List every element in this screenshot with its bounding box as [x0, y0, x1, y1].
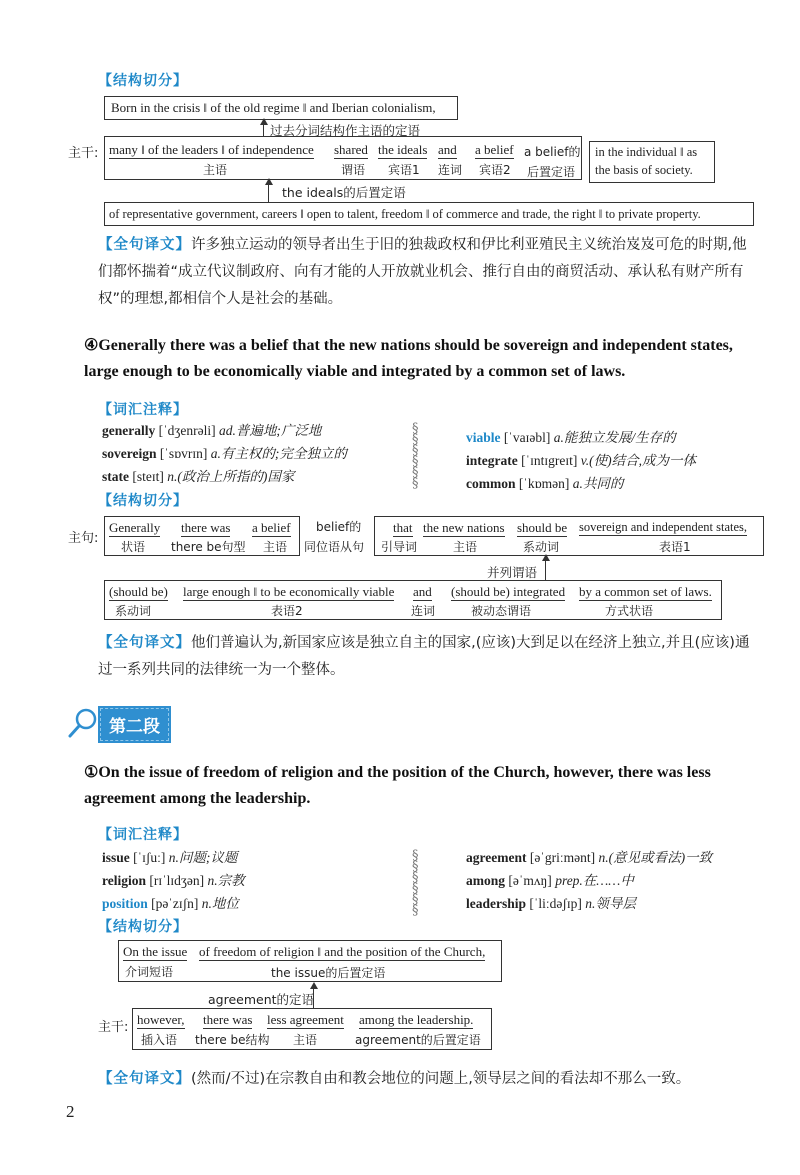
structure-segment: Generally [109, 520, 161, 535]
structure-segment: there was [203, 1012, 253, 1027]
structure-segment: large enough ‖ to be economically viable [183, 584, 395, 599]
structure-segment: the ideals [378, 142, 428, 157]
arrow-head-icon [260, 118, 268, 125]
sentence: ①On the issue of freedom of religion and the position of the Church, however, there was less agreement among the leadership. [84, 764, 711, 807]
section-title: 第二段 [100, 708, 169, 741]
structure-segment: (should be) [109, 584, 168, 599]
arrow-connector [263, 120, 264, 136]
structure-box-bottom [104, 202, 754, 226]
structure-text: of representative government, careers ‖ open to talent, freedom ‖ of commerce and trade, the right ‖ to private property. [109, 207, 701, 221]
structure-role: 被动态谓语 [471, 604, 532, 618]
vocab-item: common [ˈkɒmən] a.共同的 [466, 476, 624, 491]
vocab-list-left [102, 846, 245, 915]
structure-role: 表语1 [659, 540, 691, 554]
structure-role: there be句型 [171, 540, 246, 554]
page-number: 2 [66, 1102, 75, 1121]
struct-tag: 【结构切分】 [98, 919, 188, 935]
structure-role: the issue的后置定语 [271, 966, 386, 980]
divider-icon: § § § § § § [412, 421, 419, 491]
translation-tag: 【全句译文】 [98, 635, 191, 651]
vocab-item: generally [ˈdʒenrəli] ad.普遍地;广泛地 [102, 423, 322, 438]
arrow-connector [545, 556, 546, 580]
vocab-item: religion [rɪˈlɪdʒən] n.宗教 [102, 873, 245, 888]
arrow-head-icon [542, 554, 550, 561]
vocab-item: among [əˈmʌŋ] prep.在……中 [466, 873, 634, 888]
structure-role: 谓语 [341, 163, 366, 177]
struct-tag: 【结构切分】 [98, 493, 188, 509]
structure-segment: (should be) integrated [451, 584, 566, 599]
structure-box-lower [104, 580, 722, 620]
structure-segment: of freedom of religion ‖ and the position of the Church, [199, 944, 486, 959]
structure-box-top [104, 96, 458, 120]
structure-role: 引导词 [381, 540, 418, 554]
structure-role: 插入语 [141, 1033, 178, 1047]
structure-box-main [132, 1008, 492, 1050]
arrow-head-icon [265, 178, 273, 185]
translation [98, 1066, 762, 1093]
structure-segment: and [438, 142, 457, 157]
vocab-list-right [466, 426, 696, 495]
translation-tag: 【全句译文】 [98, 237, 191, 253]
structure-role: 主语 [293, 1033, 318, 1047]
structure-segment: by a common set of laws. [579, 584, 712, 599]
structure-role: 介词短语 [125, 965, 174, 979]
translation-text: (然而/不过)在宗教自由和教会地位的问题上,领导层之间的看法却不那么一致。 [191, 1071, 691, 1087]
structure-role: 状语 [121, 540, 146, 554]
translation [98, 232, 758, 313]
structure-role: 连词 [438, 163, 463, 177]
structure-box-clause [374, 516, 764, 556]
main-clause-label: 主干: [68, 146, 99, 161]
struct-tag: 【结构切分】 [98, 73, 188, 89]
structure-role: 连词 [411, 604, 436, 618]
vocab-tag: 【词汇注释】 [98, 402, 188, 418]
vocab-item: integrate [ˈɪntɪgreɪt] v.(使)结合,成为一体 [466, 453, 696, 468]
structure-text: in the individual ‖ as [595, 145, 698, 159]
structure-segment: the new nations [423, 520, 505, 535]
structure-segment: shared [334, 142, 368, 157]
vocab-tag: 【词汇注释】 [98, 827, 188, 843]
structure-box-side [589, 141, 715, 183]
translation-text: 许多独立运动的领导者出生于旧的独裁政权和伊比利亚殖民主义统治岌岌可危的时期,他们都怀揣着“成立代议制政府、向有才能的人开放就业机会、推行自由的商贸活动、承认私有财产所有权”的理想,都相信个人是社会的基础。 [98, 237, 747, 307]
structure-note: 过去分词结构作主语的定语 [270, 123, 421, 138]
structure-segment: a belief [252, 520, 291, 535]
structure-role: 方式状语 [605, 604, 654, 618]
translation-text: 他们普遍认为,新国家应该是独立自主的国家,(应该)大到足以在经济上独立,并且(应该)通过一系列共同的法律统一为一个整体。 [98, 635, 750, 678]
structure-role: 系动词 [523, 540, 560, 554]
vocab-item: viable [ˈvaɪəbl] a.能独立发展/生存的 [466, 430, 676, 445]
structure-segment: On the issue [123, 944, 188, 959]
structure-box-main [104, 136, 582, 180]
structure-role: there be结构 [195, 1033, 270, 1047]
structure-role: agreement的后置定语 [355, 1033, 481, 1047]
side-label: a belief的 [524, 145, 581, 159]
vocab-item: sovereign [ˈsɒvrɪn] a.有主权的;完全独立的 [102, 446, 347, 461]
vocab-item: agreement [əˈgriːmənt] n.(意见或看法)一致 [466, 850, 713, 865]
structure-segment: a belief [475, 142, 514, 157]
structure-segment: that [393, 520, 413, 535]
vocab-item: issue [ˈɪʃuː] n.问题;议题 [102, 850, 238, 865]
translation-tag: 【全句译文】 [98, 1071, 191, 1087]
structure-role: 主语 [203, 163, 228, 177]
magnifier-icon [66, 706, 100, 740]
structure-note: the ideals的后置定语 [282, 185, 406, 200]
structure-role: 主语 [263, 540, 288, 554]
sentence: ④Generally there was a belief that the new nations should be sovereign and independent states, large enough to be economically viable and integrated by a common set of laws. [84, 337, 733, 380]
structure-segment: sovereign and independent states, [579, 520, 748, 534]
vocab-list-left [102, 419, 347, 488]
structure-segment: there was [181, 520, 231, 535]
structure-text: the basis of society. [595, 163, 693, 177]
arrow-head-icon [310, 982, 318, 989]
arrow-connector [268, 180, 269, 202]
arrow-connector [313, 984, 314, 1008]
structure-role: 宾语1 [388, 163, 420, 177]
vocab-item: position [pəˈzɪʃn] n.地位 [102, 896, 239, 911]
side-label: belief的 [316, 520, 362, 534]
vocab-item: leadership [ˈliːdəʃɪp] n.领导层 [466, 896, 636, 911]
structure-segment: among the leadership. [359, 1012, 474, 1027]
structure-note: agreement的定语 [208, 992, 315, 1007]
vocab-list-right [466, 846, 712, 915]
structure-segment: many ‖ of the leaders ‖ of independence [109, 142, 314, 157]
structure-segment: and [413, 584, 432, 599]
structure-box-top [118, 940, 502, 982]
divider-icon: § § § § § § [412, 848, 419, 918]
structure-role: 宾语2 [479, 163, 511, 177]
structure-role: 系动词 [115, 604, 152, 618]
side-label: 同位语从句 [304, 540, 365, 554]
main-clause-label: 主句: [68, 531, 99, 546]
vocab-item: state [steɪt] n.(政治上所指的)国家 [102, 469, 295, 484]
structure-segment: less agreement [267, 1012, 344, 1027]
main-clause-label: 主干: [98, 1020, 129, 1035]
structure-segment: however, [137, 1012, 185, 1027]
structure-box-main [104, 516, 300, 556]
translation [98, 630, 762, 684]
structure-role: 表语2 [271, 604, 303, 618]
structure-text: Born in the crisis ‖ of the old regime ‖ and Iberian colonialism, [111, 100, 436, 115]
structure-role: 主语 [453, 540, 478, 554]
structure-note: 并列谓语 [487, 565, 538, 580]
structure-segment: should be [517, 520, 568, 535]
side-label: 后置定语 [527, 165, 576, 179]
